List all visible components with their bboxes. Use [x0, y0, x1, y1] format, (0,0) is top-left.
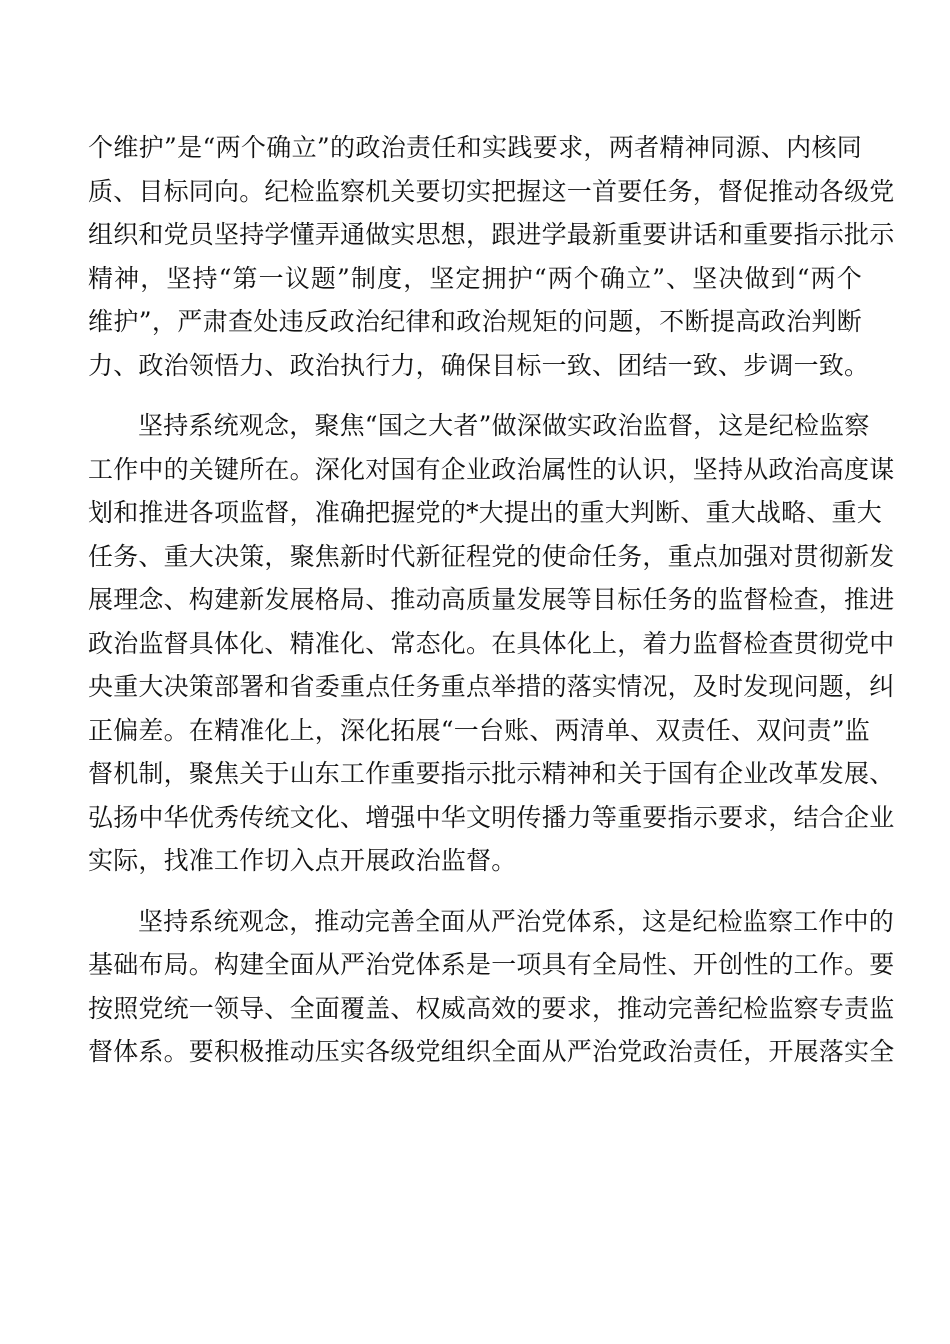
- text-line: 基础布局。构建全面从严治党体系是一项具有全局性、开创性的工作。要: [88, 950, 895, 979]
- text-line: 政治监督具体化、精准化、常态化。在具体化上，着力监督检查贯彻党中: [88, 628, 895, 658]
- text-line: 组织和党员坚持学懂弄通做实思想，跟进学最新重要讲话和重要指示批示: [88, 220, 895, 249]
- text-line: 实际，找准工作切入点开展政治监督。: [88, 846, 517, 875]
- text-line: 展理念、构建新发展格局、推动高质量发展等目标任务的监督检查，推进: [88, 585, 895, 614]
- text-line: 质、目标同向。纪检监察机关要切实把握这一首要任务，督促推动各级党: [88, 176, 895, 206]
- text-line: 正偏差。在精准化上，深化拓展“一台账、两清单、双责任、双问责”监: [88, 715, 870, 745]
- text-line: 央重大决策部署和省委重点任务重点举措的落实情况，及时发现问题，纠: [88, 672, 895, 701]
- text-line: 工作中的关键所在。深化对国有企业政治属性的认识，坚持从政治高度谋: [88, 454, 895, 484]
- paragraph-2: [88, 404, 895, 883]
- document-page: [88, 126, 895, 1074]
- text-line: 坚持系统观念，推动完善全面从严治党体系，这是纪检监察工作中的: [138, 906, 895, 936]
- text-line: 精神，坚持“第一议题”制度，坚定拥护“两个确立”、坚决做到“两个: [88, 263, 862, 293]
- text-line: 个维护”是“两个确立”的政治责任和实践要求，两者精神同源、内核同: [88, 133, 862, 162]
- text-line: 弘扬中华优秀传统文化、增强中华文明传播力等重要指示要求，结合企业: [88, 802, 895, 832]
- text-line: 督体系。要积极推动压实各级党组织全面从严治党政治责任，开展落实全: [88, 1037, 895, 1066]
- text-line: 督机制，聚焦关于山东工作重要指示批示精神和关于国有企业改革发展、: [88, 759, 895, 788]
- text-line: 划和推进各项监督，准确把握党的*大提出的重大判断、重大战略、重大: [88, 498, 882, 527]
- text-line: 按照党统一领导、全面覆盖、权威高效的要求，推动完善纪检监察专责监: [88, 993, 895, 1023]
- paragraph-gap: [88, 883, 862, 900]
- paragraph-1: [88, 126, 895, 387]
- text-line: 力、政治领悟力、政治执行力，确保目标一致、团结一致、步调一致。: [88, 350, 870, 380]
- text-line: 任务、重大决策，聚焦新时代新征程党的使命任务，重点加强对贯彻新发: [88, 541, 895, 571]
- text-line: 维护”，严肃查处违反政治纪律和政治规矩的问题，不断提高政治判断: [88, 307, 862, 336]
- text-line: 坚持系统观念，聚焦“国之大者”做深做实政治监督，这是纪检监察: [138, 411, 870, 440]
- paragraph-gap: [88, 387, 862, 404]
- paragraph-3: [88, 900, 895, 1074]
